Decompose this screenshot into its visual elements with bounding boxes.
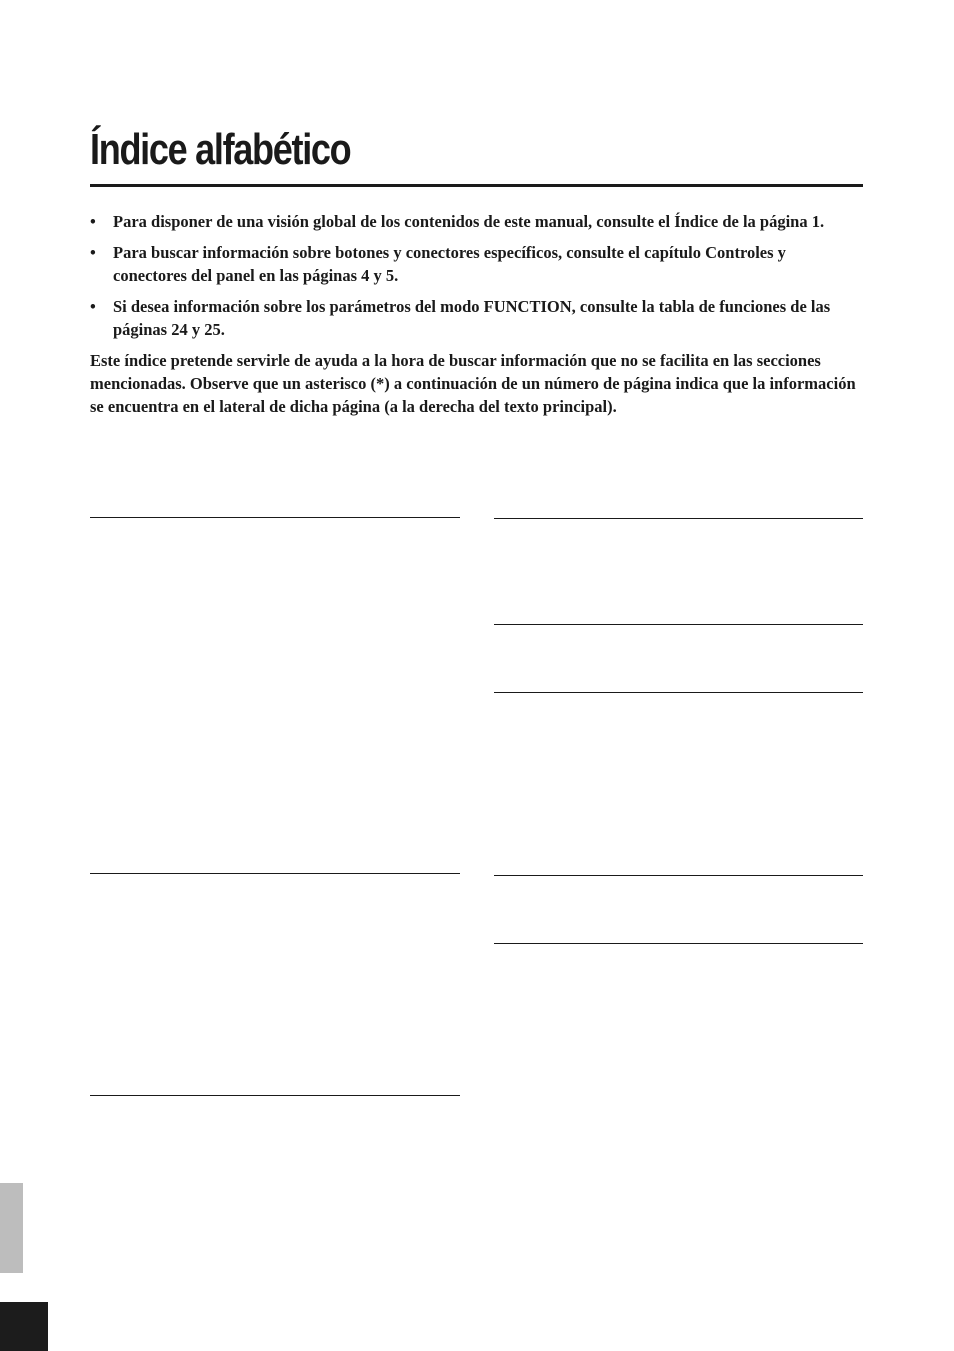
bullet-list: [90, 210, 863, 341]
bullet-item-function: [90, 295, 863, 341]
section-rule: [494, 943, 863, 944]
section-rule: [494, 518, 863, 519]
section-rule: [90, 1095, 460, 1096]
intro-paragraph: Este índice pretende servirle de ayuda a la hora de buscar información que no se facilita en las secciones mencionadas. Observe que un asterisco (*) a continuación de un número de página indica que la información se encuentra en el lateral de dicha página (a la derecha del texto principal).: [90, 351, 856, 416]
bullet-item-controls: [90, 241, 863, 287]
section-rule: [494, 692, 863, 693]
page-title: Índice alfabético: [90, 125, 351, 174]
bullet-icon: •: [90, 212, 96, 231]
title-rule: [90, 184, 863, 187]
bullet-item-overview: [90, 210, 863, 233]
side-tab-black: [0, 1302, 48, 1351]
content: [90, 210, 863, 418]
section-rule: [90, 517, 460, 518]
bullet-text: Para disponer de una visión global de los contenidos de este manual, consulte el Índice de la página 1.: [113, 212, 825, 231]
side-tab-grey: [0, 1183, 23, 1273]
section-rule: [90, 873, 460, 874]
bullet-text: Para buscar información sobre botones y conectores específicos, consulte el capítulo Controles y conectores del panel en las páginas 4 y 5.: [113, 243, 786, 285]
section-rule: [494, 624, 863, 625]
bullet-icon: •: [90, 243, 96, 262]
bullet-text: Si desea información sobre los parámetros del modo FUNCTION, consulte la tabla de funciones de las páginas 24 y 25.: [113, 297, 831, 339]
bullet-icon: •: [90, 297, 96, 316]
section-rule: [494, 875, 863, 876]
